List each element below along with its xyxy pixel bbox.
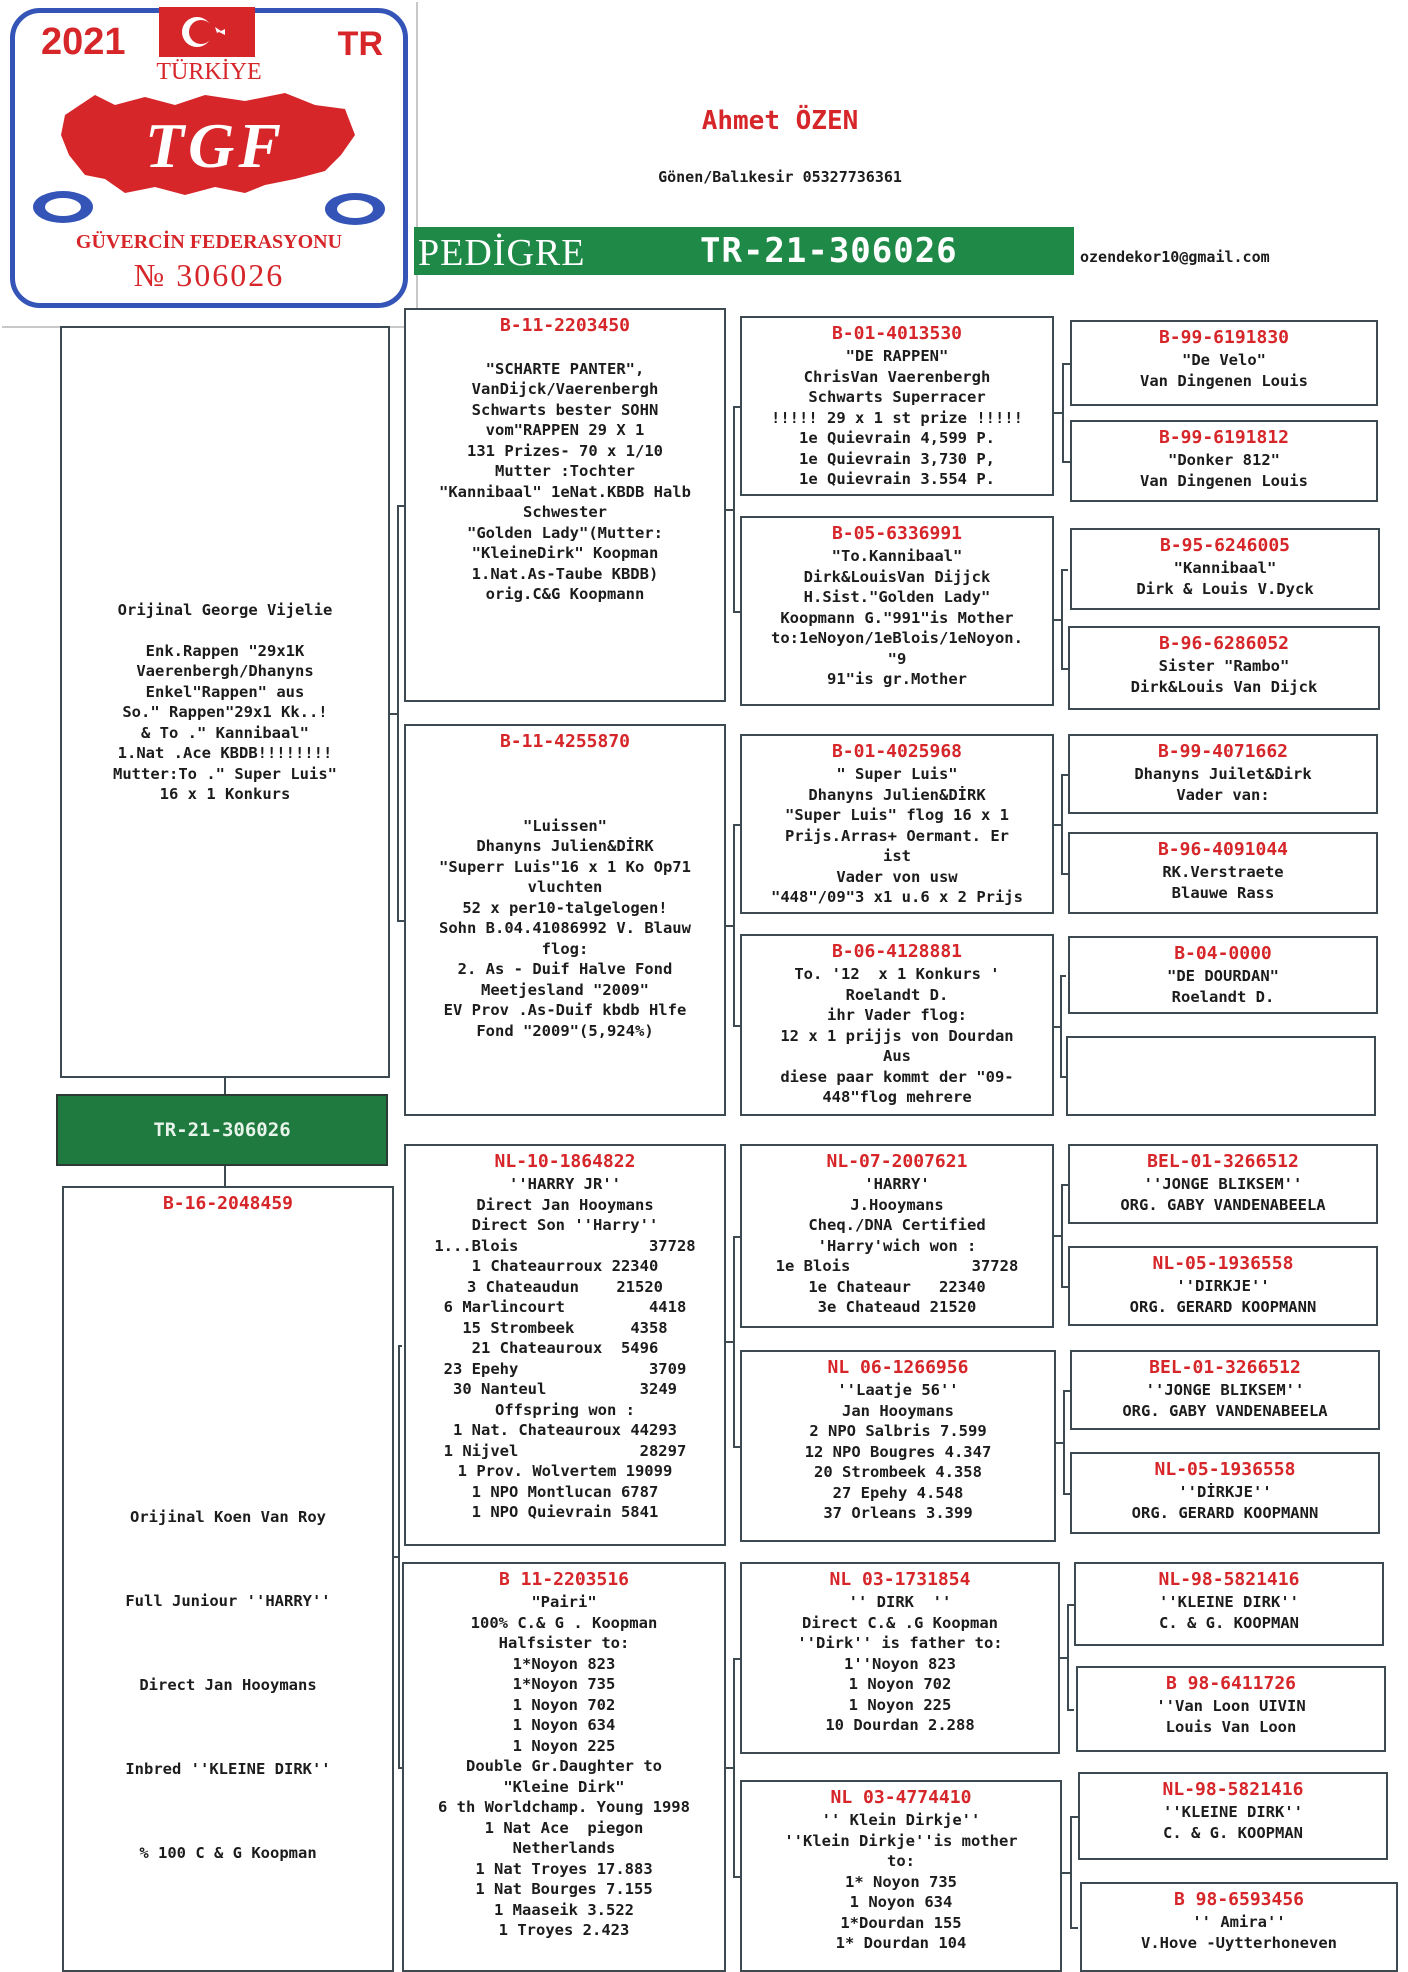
grandparent-3-line: 23 Epehy 3709 — [443, 1359, 687, 1378]
gg-grandparent-4-line: Sister "Rambo" — [1158, 657, 1290, 675]
grandparent-2-line: Sohn B.04.41086992 V. Blauw — [439, 919, 691, 937]
gg-grandparent-6-card — [1068, 832, 1378, 914]
sire-card — [60, 326, 390, 1078]
subject-dam-connector — [224, 1166, 226, 1186]
connector-line — [733, 824, 735, 1025]
sire-text — [65, 600, 385, 805]
connector-line — [1061, 569, 1063, 668]
great-grandparent-3-card — [740, 734, 1054, 914]
great-grandparent-2-line: Dirk&LouisVan Dijjck — [803, 567, 991, 586]
great-grandparent-3-line: Dhanyns Julien&DİRK — [808, 785, 986, 804]
great-grandparent-3-line: "Super Luis" flog 16 x 1 — [785, 806, 1009, 824]
connector-line — [733, 611, 740, 613]
grandparent-4-card — [402, 1562, 726, 1972]
grandparent-4-line: 1 Noyon 225 — [512, 1736, 616, 1755]
grandparent-4-line: 1 Noyon 634 — [512, 1716, 616, 1734]
connector-line — [733, 406, 735, 611]
great-grandparent-6-ring: NL 06-1266956 — [827, 1357, 969, 1378]
grandparent-2-line: Fond "2009"(5,924%) — [476, 1021, 654, 1040]
connector-line — [733, 824, 740, 826]
grandparent-3-line: Direct Jan Hooymans — [476, 1195, 654, 1214]
great-grandparent-8-line: to: — [887, 1852, 915, 1870]
grandparent-2-line: EV Prov .As-Duif kbdb Hlfe — [443, 1001, 687, 1019]
grandparent-4-ring: B 11-2203516 — [498, 1569, 630, 1590]
great-grandparent-3-line: " Super Luis" — [836, 765, 958, 783]
gg-grandparent-13-line: C. & G. KOOPMAN — [1159, 1613, 1299, 1632]
grandparent-3-line: 21 Chateauroux 5496 — [471, 1339, 659, 1357]
gg-grandparent-9-ring: BEL-01-3266512 — [1147, 1151, 1299, 1172]
grandparent-3-card — [404, 1144, 726, 1546]
gg-grandparent-1-line: Van Dingenen Louis — [1140, 371, 1308, 390]
sire-subject-connector — [224, 1078, 226, 1094]
grandparent-1-card — [404, 308, 726, 702]
grandparent-1-line: "KleineDirk" Koopman — [471, 544, 659, 562]
connector-line — [733, 1658, 735, 1876]
gg-grandparent-5-line: Vader van: — [1176, 785, 1270, 804]
logo-abbreviation: TGF — [145, 110, 285, 181]
grandparent-1-ring: B-11-2203450 — [499, 315, 631, 336]
gg-grandparent-12-line: ''DİRKJE'' — [1178, 1483, 1272, 1501]
dam-ring: B-16-2048459 — [162, 1193, 294, 1214]
great-grandparent-4-line: diese paar kommt der "09- — [780, 1067, 1014, 1086]
grandparent-2-line — [409, 754, 721, 775]
connector-line — [1060, 1657, 1067, 1659]
grandparent-3-line: 1 Nijvel 28297 — [443, 1441, 687, 1460]
gg-grandparent-12-line: ORG. GERARD KOOPMANN — [1131, 1503, 1319, 1522]
gg-grandparent-3-ring: B-95-6246005 — [1159, 535, 1291, 556]
great-grandparent-3-ring: B-01-4025968 — [831, 741, 963, 762]
grandparent-2-line: "Luissen" — [523, 816, 607, 835]
gg-grandparent-1-card — [1070, 320, 1378, 406]
grandparent-4-line: 1 Noyon 702 — [512, 1695, 616, 1714]
great-grandparent-1-line: 1e Quievrain 3,730 P, — [799, 449, 995, 468]
great-grandparent-2-line: "To.Kannibaal" — [831, 547, 963, 565]
connector-line — [397, 505, 404, 507]
great-grandparent-4-ring: B-06-4128881 — [831, 941, 963, 962]
grandparent-1-line: Schwester — [523, 503, 607, 521]
great-grandparent-2-line: to:1eNoyon/1eBlois/1eNoyon. — [771, 629, 1023, 647]
great-grandparent-7-card — [740, 1562, 1060, 1754]
connector-line — [1067, 1604, 1074, 1606]
gg-grandparent-15-card — [1078, 1772, 1388, 1860]
grandparent-3-line: 1...Blois 37728 — [434, 1236, 696, 1255]
great-grandparent-6-card — [740, 1350, 1056, 1542]
pigeon-left-icon — [25, 181, 99, 229]
gg-grandparent-1-line: "De Velo" — [1182, 351, 1266, 369]
great-grandparent-2-line: Koopmann G."991"is Mother — [780, 608, 1014, 627]
grandparent-2-line: Meetjesland "2009" — [481, 980, 649, 999]
connector-line — [1061, 873, 1068, 875]
gg-grandparent-2-card — [1070, 420, 1378, 502]
connector-line — [1067, 1604, 1069, 1709]
grandparent-2-line — [409, 775, 721, 796]
gg-grandparent-16-line: '' Amira'' — [1192, 1913, 1286, 1931]
gg-grandparent-1-ring: B-99-6191830 — [1158, 327, 1290, 348]
sire-line: Vaerenbergh/Dhanyns — [136, 662, 314, 680]
dam-line: Direct Jan Hooymans — [139, 1676, 317, 1694]
great-grandparent-8-line: '' Klein Dirkje'' — [821, 1811, 981, 1829]
great-grandparent-1-line: ChrisVan Vaerenbergh — [803, 367, 991, 386]
grandparent-4-line: "Pairi" — [531, 1593, 597, 1611]
grandparent-1-line: orig.C&G Koopmann — [485, 585, 645, 603]
connector-line — [1061, 774, 1063, 873]
grandparent-2-card — [404, 724, 726, 1116]
sire-line: Enkel"Rappen" aus — [145, 682, 305, 701]
grandparent-3-line: Offspring won : — [495, 1400, 635, 1419]
connector-line — [397, 920, 404, 922]
great-grandparent-1-line: 1e Quievrain 4,599 P. — [799, 429, 995, 447]
gg-grandparent-2-ring: B-99-6191812 — [1158, 427, 1290, 448]
connector-line — [733, 406, 740, 408]
gg-grandparent-14-line: Louis Van Loon — [1165, 1717, 1297, 1736]
connector-line — [1062, 363, 1070, 365]
great-grandparent-5-ring: NL-07-2007621 — [826, 1151, 968, 1172]
great-grandparent-7-line: 1''Noyon 823 — [844, 1654, 956, 1673]
great-grandparent-5-line: 1e Blois 37728 — [775, 1257, 1019, 1275]
gg-grandparent-13-line: ''KLEINE DIRK'' — [1159, 1593, 1299, 1611]
great-grandparent-2-line: H.Sist."Golden Lady" — [803, 588, 991, 606]
great-grandparent-7-ring: NL 03-1731854 — [829, 1569, 971, 1590]
gg-grandparent-6-ring: B-96-4091044 — [1157, 839, 1289, 860]
great-grandparent-8-line: 1 Noyon 634 — [849, 1893, 953, 1911]
gg-grandparent-16-line: V.Hove -Uytterhoneven — [1141, 1933, 1337, 1952]
gg-grandparent-5-line: Dhanyns Juilet&Dirk — [1134, 765, 1312, 783]
gg-grandparent-4-card — [1068, 626, 1380, 710]
dam-card — [62, 1186, 394, 1972]
grandparent-2-line: vluchten — [527, 878, 603, 896]
connector-line — [1060, 975, 1062, 1076]
grandparent-4-line: 1 Nat Troyes 17.883 — [475, 1859, 653, 1878]
grandparent-3-line: 1 NPO Quievrain 5841 — [471, 1503, 659, 1521]
great-grandparent-4-line: ihr Vader flog: — [827, 1006, 967, 1024]
grandparent-4-line: 1 Nat Bourges 7.155 — [475, 1880, 653, 1898]
gg-grandparent-14-ring: B 98-6411726 — [1165, 1673, 1297, 1694]
gg-grandparent-3-line: Dirk & Louis V.Dyck — [1136, 579, 1314, 598]
grandparent-1-line: "Kannibaal" 1eNat.KBDB Halb — [439, 482, 691, 501]
gg-grandparent-13-card — [1074, 1562, 1384, 1646]
sire-line: Enk.Rappen "29x1K — [145, 641, 305, 660]
logo-country: TÜRKİYE — [156, 59, 262, 85]
grandparent-3-line: 30 Nanteul 3249 — [453, 1380, 677, 1398]
grandparent-2-line — [409, 795, 721, 816]
grandparent-4-line: 1 Nat Ace piegon — [484, 1818, 644, 1837]
logo-federation: GÜVERCİN FEDERASYONU — [75, 231, 343, 253]
great-grandparent-5-line: 3e Chateaud 21520 — [817, 1298, 977, 1316]
great-grandparent-3-line: Prijs.Arras+ Oermant. Er — [785, 826, 1009, 845]
grandparent-3-ring: NL-10-1864822 — [494, 1151, 636, 1172]
grandparent-1-line: "SCHARTE PANTER", — [485, 359, 645, 378]
grandparent-2-line: 2. As - Duif Halve Fond — [457, 960, 673, 978]
great-grandparent-7-line: 1 Noyon 702 — [848, 1675, 952, 1693]
federation-logo — [2, 2, 418, 328]
great-grandparent-7-line: '' DIRK '' — [848, 1593, 952, 1611]
sire-line — [65, 620, 385, 641]
gg-grandparent-5-card — [1068, 734, 1378, 814]
great-grandparent-5-card — [740, 1144, 1054, 1328]
gg-grandparent-11-card — [1070, 1350, 1380, 1430]
great-grandparent-2-ring: B-05-6336991 — [831, 523, 963, 544]
great-grandparent-1-line: 1e Quievrain 3.554 P. — [799, 470, 995, 488]
grandparent-1-line: vom"RAPPEN 29 X 1 — [485, 421, 645, 439]
connector-line — [1061, 1286, 1068, 1288]
gg-grandparent-15-ring: NL-98-5821416 — [1162, 1779, 1304, 1800]
great-grandparent-6-line: Jan Hooymans — [842, 1401, 954, 1420]
connector-line — [1062, 1872, 1070, 1874]
grandparent-3-line: 3 Chateaudun 21520 — [467, 1277, 663, 1296]
great-grandparent-7-line: Direct C.& .G Koopman — [802, 1613, 998, 1632]
great-grandparent-5-line: J.Hooymans — [850, 1195, 944, 1214]
connector-line — [1056, 1442, 1063, 1444]
gg-grandparent-15-line: ''KLEINE DIRK'' — [1163, 1803, 1303, 1821]
connector-line — [1054, 1235, 1061, 1237]
logo-number: № 306026 — [133, 257, 285, 293]
gg-grandparent-7-line: Roelandt D. — [1171, 987, 1275, 1006]
great-grandparent-4-line: To. '12 x 1 Konkurs ' — [794, 965, 1000, 983]
pedigree-title-bar — [414, 227, 1074, 275]
grandparent-1-line: Mutter :Tochter — [495, 462, 635, 480]
grandparent-4-line: "Kleine Dirk" — [503, 1777, 625, 1796]
gg-grandparent-12-card — [1070, 1452, 1380, 1534]
great-grandparent-8-line: 1*Dourdan 155 — [840, 1913, 962, 1932]
gg-grandparent-14-line: ''Van Loon UIVIN — [1156, 1697, 1306, 1715]
dam-line — [67, 1706, 389, 1748]
dam-line — [67, 1790, 389, 1832]
sire-line: 1.Nat .Ace KBDB!!!!!!!! — [117, 744, 333, 762]
connector-line — [398, 1345, 402, 1347]
gg-grandparent-7-ring: B-04-0000 — [1174, 943, 1272, 964]
gg-grandparent-9-line: ORG. GABY VANDENABEELA — [1120, 1195, 1326, 1214]
owner-address-phone: Gönen/Balıkesir 05327736361 — [658, 168, 902, 186]
pedigree-ring-number: TR-21-306026 — [700, 231, 958, 271]
grandparent-4-line: 100% C.& G . Koopman — [470, 1613, 658, 1632]
gg-grandparent-10-line: ORG. GERARD KOOPMANN — [1129, 1297, 1317, 1316]
sire-line: Orijinal George Vijelie — [117, 600, 333, 619]
grandparent-4-line: 1 Troyes 2.423 — [498, 1921, 630, 1939]
grandparent-3-line: 1 NPO Montlucan 6787 — [471, 1482, 659, 1501]
connector-line — [1062, 363, 1064, 461]
gg-grandparent-8-card — [1066, 1036, 1376, 1116]
grandparent-4-line: 1*Noyon 823 — [512, 1654, 616, 1673]
gg-grandparent-16-ring: B 98-6593456 — [1173, 1889, 1305, 1910]
logo-year: 2021 — [41, 21, 126, 63]
connector-line — [1063, 1493, 1070, 1495]
grandparent-3-line: 6 Marlincourt 4418 — [443, 1298, 687, 1316]
gg-grandparent-3-card — [1070, 528, 1380, 610]
grandparent-1-line: "Golden Lady"(Mutter: — [467, 523, 663, 542]
gg-grandparent-11-line: ORG. GABY VANDENABEELA — [1122, 1401, 1328, 1420]
great-grandparent-1-ring: B-01-4013530 — [831, 323, 963, 344]
gg-grandparent-2-line: "Donker 812" — [1168, 451, 1280, 469]
sire-line: Mutter:To ." Super Luis" — [113, 764, 337, 783]
grandparent-2-line: 52 x per10-talgelogen! — [462, 898, 668, 917]
great-grandparent-6-line: 2 NPO Salbris 7.599 — [809, 1422, 987, 1440]
gg-grandparent-6-line: RK.Verstraete — [1162, 863, 1284, 881]
great-grandparent-6-line: 20 Strombeek 4.358 — [814, 1463, 982, 1481]
logo-country-code: TR — [337, 25, 383, 63]
connector-line — [1054, 412, 1062, 414]
grandparent-1-line: 131 Prizes- 70 x 1/10 — [467, 441, 663, 460]
grandparent-3-line: Direct Son ''Harry'' — [471, 1216, 659, 1234]
connector-line — [733, 1025, 740, 1027]
gg-grandparent-11-ring: BEL-01-3266512 — [1149, 1357, 1301, 1378]
grandparent-4-line: 1*Noyon 735 — [512, 1675, 616, 1693]
connector-line — [1062, 461, 1070, 463]
subject-ring-badge: TR-21-306026 — [56, 1094, 388, 1166]
grandparent-2-line: Dhanyns Julien&DİRK — [476, 837, 654, 855]
connector-line — [733, 1236, 735, 1446]
grandparent-1-line: 1.Nat.As-Taube KBDB) — [471, 564, 659, 583]
great-grandparent-8-line: 1* Dourdan 104 — [835, 1934, 967, 1952]
gg-grandparent-7-card — [1068, 936, 1378, 1014]
connector-line — [1070, 1927, 1078, 1929]
great-grandparent-1-line: !!!!! 29 x 1 st prize !!!!! — [771, 408, 1023, 427]
gg-grandparent-3-line: "Kannibaal" — [1173, 559, 1277, 577]
gg-grandparent-7-line: "DE DOURDAN" — [1167, 967, 1279, 985]
gg-grandparent-11-line: ''JONGE BLIKSEM'' — [1145, 1381, 1305, 1399]
great-grandparent-5-line: 'Harry'wich won : — [817, 1236, 977, 1255]
connector-line — [1070, 1816, 1072, 1927]
great-grandparent-1-card — [740, 316, 1054, 496]
sire-line: So." Rappen"29x1 Kk..! — [122, 703, 328, 721]
great-grandparent-1-line: Schwarts Superracer — [808, 388, 986, 406]
gg-grandparent-2-line: Van Dingenen Louis — [1140, 471, 1308, 490]
dam-line — [67, 1538, 389, 1580]
pigeon-right-icon — [319, 183, 393, 231]
connector-line — [733, 1236, 740, 1238]
great-grandparent-6-line: ''Laatje 56'' — [837, 1381, 959, 1399]
connector-line — [397, 505, 399, 920]
great-grandparent-5-line: 'HARRY' — [864, 1175, 930, 1193]
connector-line — [733, 1876, 740, 1878]
dam-line: % 100 C & G Koopman — [139, 1844, 317, 1862]
dam-line: Inbred ''KLEINE DIRK'' — [125, 1760, 331, 1778]
grandparent-2-line: flog: — [541, 939, 589, 958]
gg-grandparent-10-card — [1068, 1246, 1378, 1326]
grandparent-4-line: Double Gr.Daughter to — [466, 1757, 662, 1775]
connector-line — [390, 713, 397, 715]
sire-line: 16 x 1 Konkurs — [159, 785, 291, 803]
grandparent-3-line: 1 Chateaurroux 22340 — [471, 1257, 659, 1275]
great-grandparent-4-line: Roelandt D. — [845, 985, 949, 1004]
great-grandparent-2-line: 91"is gr.Mother — [827, 670, 967, 688]
connector-line — [398, 1345, 400, 1767]
great-grandparent-1-line: "DE RAPPEN" — [845, 347, 949, 365]
connector-line — [1060, 975, 1066, 977]
grandparent-3-line: ''HARRY JR'' — [509, 1175, 621, 1193]
grandparent-4-line: Halfsister to: — [498, 1634, 630, 1652]
great-grandparent-6-line: 37 Orleans 3.399 — [823, 1504, 973, 1522]
grandparent-2-line: "Superr Luis"16 x 1 Ko Op71 — [439, 857, 691, 876]
gg-grandparent-4-ring: B-96-6286052 — [1158, 633, 1290, 654]
great-grandparent-6-line: 12 NPO Bougres 4.347 — [804, 1442, 992, 1461]
gg-grandparent-15-line: C. & G. KOOPMAN — [1163, 1823, 1303, 1842]
great-grandparent-2-line: "9 — [887, 649, 907, 668]
gg-grandparent-16-card — [1080, 1882, 1398, 1972]
great-grandparent-4-line: 448"flog mehrere — [822, 1088, 972, 1106]
owner-name: Ahmet ÖZEN — [701, 106, 859, 136]
great-grandparent-2-card — [740, 516, 1054, 706]
great-grandparent-8-line: 1* Noyon 735 — [845, 1872, 957, 1891]
grandparent-4-line: 6 th Worldchamp. Young 1998 — [438, 1798, 690, 1816]
great-grandparent-3-line: ist — [883, 847, 911, 865]
connector-line — [1054, 824, 1061, 826]
great-grandparent-5-line: 1e Chateaur 22340 — [808, 1277, 986, 1296]
gg-grandparent-9-line: ''JONGE BLIKSEM'' — [1143, 1175, 1303, 1193]
grandparent-2-ring: B-11-4255870 — [499, 731, 631, 752]
great-grandparent-7-line: 10 Dourdan 2.288 — [825, 1716, 975, 1734]
grandparent-3-line: 1 Nat. Chateauroux 44293 — [453, 1421, 677, 1439]
sire-line: & To ." Kannibaal" — [141, 723, 309, 742]
great-grandparent-8-line: ''Klein Dirkje''is mother — [784, 1831, 1018, 1850]
grandparent-4-line: 1 Maaseik 3.522 — [494, 1900, 634, 1919]
gg-grandparent-10-ring: NL-05-1936558 — [1152, 1253, 1294, 1274]
great-grandparent-7-line: ''Dirk'' is father to: — [797, 1634, 1003, 1652]
connector-line — [1061, 1184, 1063, 1286]
great-grandparent-6-line: 27 Epehy 4.548 — [832, 1483, 964, 1502]
great-grandparent-8-card — [740, 1780, 1062, 1972]
great-grandparent-5-line: Cheq./DNA Certified — [808, 1216, 986, 1234]
connector-line — [1061, 668, 1068, 670]
grandparent-1-line — [409, 338, 721, 359]
owner-email: ozendekor10@gmail.com — [1080, 248, 1270, 266]
great-grandparent-3-line: "448"/09"3 x1 u.6 x 2 Prijs — [771, 888, 1023, 906]
grandparent-1-line: VanDijck/Vaerenbergh — [471, 380, 659, 398]
connector-line — [726, 925, 733, 927]
logo-frame — [10, 8, 408, 308]
gg-grandparent-9-card — [1068, 1144, 1378, 1224]
gg-grandparent-14-card — [1076, 1666, 1386, 1752]
connector-line — [733, 1658, 740, 1660]
gg-grandparent-10-line: ''DIRKJE'' — [1176, 1277, 1270, 1295]
great-grandparent-7-line: 1 Noyon 225 — [848, 1695, 952, 1714]
great-grandparent-8-ring: NL 03-4774410 — [830, 1787, 972, 1808]
grandparent-4-line: Netherlands — [512, 1839, 616, 1857]
great-grandparent-4-line: 12 x 1 prijjs von Dourdan — [780, 1026, 1014, 1045]
gg-grandparent-5-ring: B-99-4071662 — [1157, 741, 1289, 762]
connector-line — [1063, 1390, 1070, 1392]
dam-text — [67, 1496, 389, 1874]
gg-grandparent-4-line: Dirk&Louis Van Dijck — [1130, 677, 1318, 696]
connector-line — [726, 1341, 733, 1343]
connector-line — [726, 1767, 733, 1769]
great-grandparent-4-card — [740, 934, 1054, 1116]
pedigree-label: PEDİGRE — [418, 232, 586, 274]
gg-grandparent-12-ring: NL-05-1936558 — [1154, 1459, 1296, 1480]
connector-line — [1063, 1390, 1065, 1493]
great-grandparent-3-line: Vader von usw — [836, 867, 958, 886]
gg-grandparent-6-line: Blauwe Rass — [1171, 883, 1275, 902]
dam-line: Orijinal Koen Van Roy — [130, 1508, 326, 1526]
grandparent-3-line: 1 Prov. Wolvertem 19099 — [457, 1462, 673, 1480]
connector-line — [1067, 1709, 1074, 1711]
great-grandparent-4-line: Aus — [883, 1047, 911, 1065]
connector-line — [1070, 1816, 1078, 1818]
dam-line: Full Juniour ''HARRY'' — [125, 1592, 331, 1610]
grandparent-1-line: Schwarts bester SOHN — [471, 400, 659, 419]
connector-line — [1061, 1184, 1068, 1186]
connector-line — [1054, 619, 1061, 621]
connector-line — [726, 509, 733, 511]
dam-line — [67, 1622, 389, 1664]
connector-line — [1061, 569, 1068, 571]
connector-line — [733, 1446, 740, 1448]
turkish-flag-icon — [159, 7, 255, 57]
connector-line — [1061, 774, 1068, 776]
grandparent-3-line: 15 Strombeek 4358 — [462, 1318, 668, 1337]
gg-grandparent-13-ring: NL-98-5821416 — [1158, 1569, 1300, 1590]
